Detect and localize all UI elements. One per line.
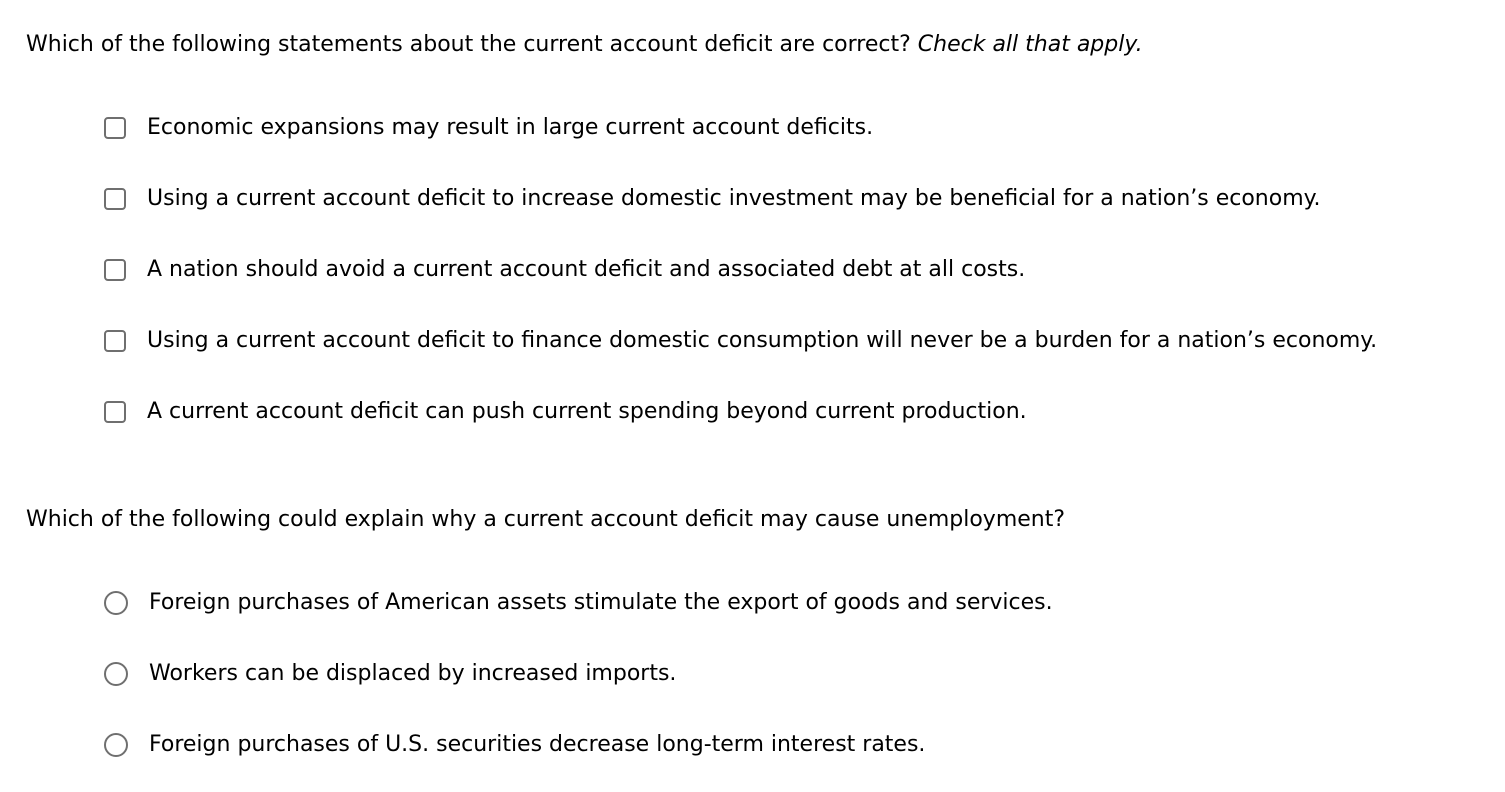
q2-option-1[interactable] [104,588,1053,618]
q1-option-1-label: Economic expansions may result in large current account deficits. [147,115,874,140]
q1-option-5-label: A current account deficit can push current spending beyond current production. [147,399,1027,424]
q1-option-4[interactable] [104,326,1377,356]
q1-option-2-label: Using a current account deficit to increase domestic investment may be beneficial for a nation’s economy. [147,186,1321,211]
checkbox-icon[interactable] [104,401,126,423]
q1-option-1[interactable] [104,113,873,143]
q1-option-3[interactable] [104,255,1025,285]
q2-option-3[interactable] [104,730,925,760]
checkbox-icon[interactable] [104,117,126,139]
radio-button-icon[interactable] [104,662,128,686]
q1-option-5[interactable] [104,397,1027,427]
q1-option-2[interactable] [104,184,1321,214]
question-1-instruction: Check all that apply. [917,32,1143,57]
radio-button-icon[interactable] [104,733,128,757]
q1-option-4-label: Using a current account deficit to finance domestic consumption will never be a burden for a nation’s economy. [147,328,1378,353]
question-1-text [26,32,1143,58]
question-1-prompt: Which of the following statements about the current account deficit are correct? [26,32,911,57]
q2-option-2-label: Workers can be displaced by increased imports. [149,661,677,686]
q2-option-1-label: Foreign purchases of American assets stimulate the export of goods and services. [149,590,1053,615]
question-2-prompt: Which of the following could explain why a current account deficit may cause unemployment? [26,507,1066,532]
q2-option-3-label: Foreign purchases of U.S. securities decrease long-term interest rates. [149,732,926,757]
checkbox-icon[interactable] [104,259,126,281]
checkbox-icon[interactable] [104,188,126,210]
question-2-text [26,507,1065,533]
checkbox-icon[interactable] [104,330,126,352]
radio-button-icon[interactable] [104,591,128,615]
q2-option-2[interactable] [104,659,676,689]
q1-option-3-label: A nation should avoid a current account deficit and associated debt at all costs. [147,257,1026,282]
